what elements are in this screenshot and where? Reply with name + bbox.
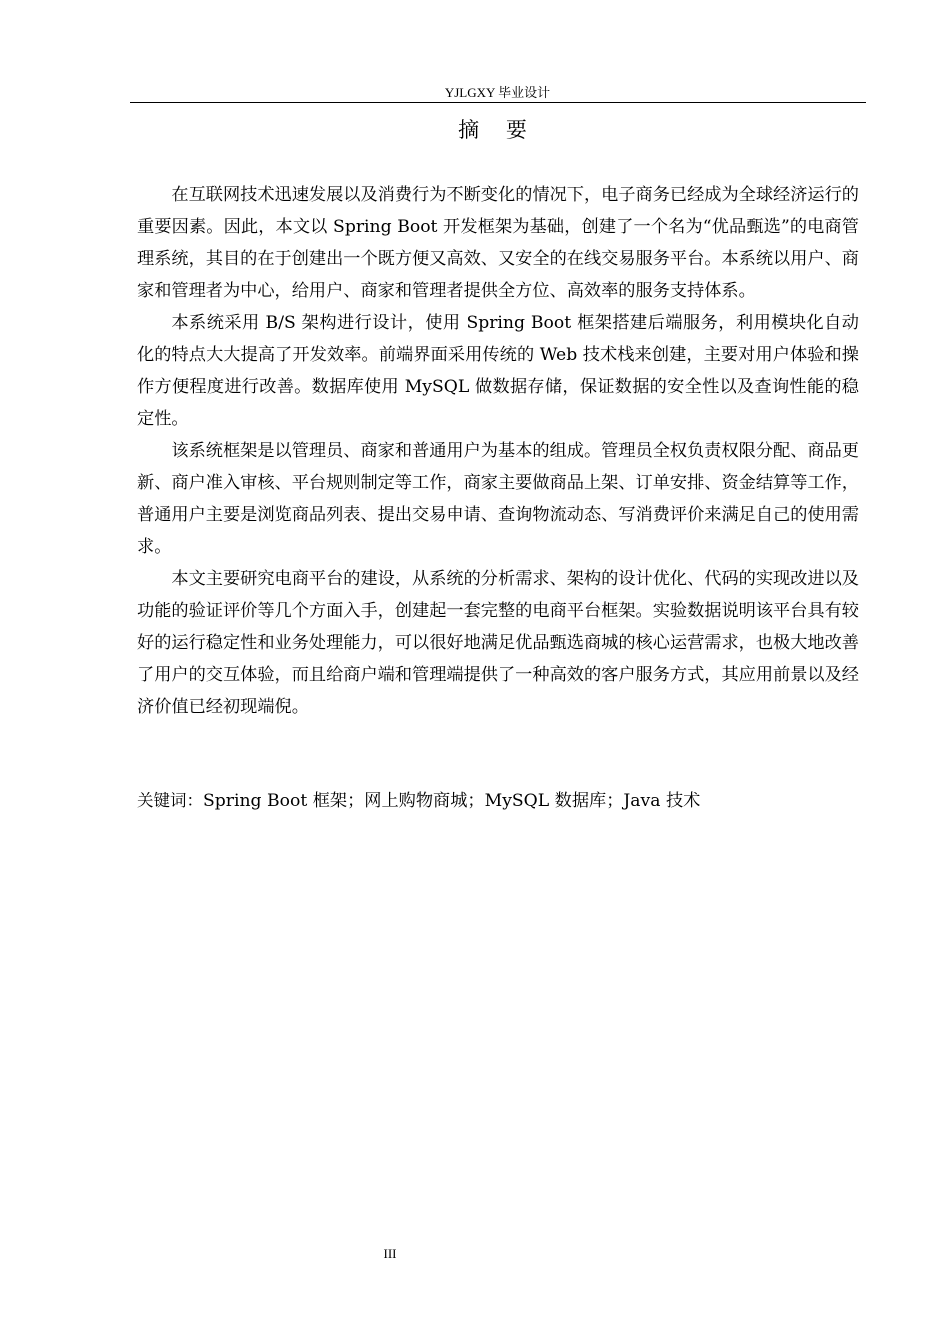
- keywords-line: [137, 785, 859, 817]
- abstract-paragraph-2: 本系统采用 B/S 架构进行设计，使用 Spring Boot 框架搭建后端服务，利用模块化自动化的特点大大提高了开发效率。前端界面采用传统的 Web 技术栈来创建，主要对用户体验和操作方便程度进行改善。数据库使用 MySQL 做数据存储，保证数据的安全性以及查询性能的稳定性。: [137, 313, 859, 429]
- keywords-text: Spring Boot 框架；网上购物商城；MySQL 数据库；Java 技术: [203, 791, 701, 811]
- abstract-body: [137, 179, 859, 723]
- page-number: III: [383, 1246, 397, 1261]
- abstract-title: 摘 要: [458, 118, 537, 142]
- keywords-label: 关键词：: [137, 791, 203, 810]
- abstract-paragraph-3: 该系统框架是以管理员、商家和普通用户为基本的组成。管理员全权负责权限分配、商品更新、商户准入审核、平台规则制定等工作，商家主要做商品上架、订单安排、资金结算等工作，普通用户主要是浏览商品列表、提出交易申请、查询物流动态、写消费评价来满足自己的使用需求。: [137, 441, 859, 557]
- abstract-paragraph-4: 本文主要研究电商平台的建设，从系统的分析需求、架构的设计优化、代码的实现改进以及功能的验证评价等几个方面入手，创建起一套完整的电商平台框架。实验数据说明该平台具有较好的运行稳定性和业务处理能力，可以很好地满足优品甄选商城的核心运营需求，也极大地改善了用户的交互体验，而且给商户端和管理端提供了一种高效的客户服务方式，其应用前景以及经济价值已经初现端倪。: [137, 569, 859, 717]
- abstract-paragraph-1: 在互联网技术迅速发展以及消费行为不断变化的情况下，电子商务已经成为全球经济运行的重要因素。因此，本文以 Spring Boot 开发框架为基础，创建了一个名为“优品甄选”的电商管理系统，其目的在于创建出一个既方便又高效、又安全的在线交易服务平台。本系统以用户、商家和管理者为中心，给用户、商家和管理者提供全方位、高效率的服务支持体系。: [137, 185, 859, 301]
- header-rule: [130, 102, 866, 103]
- page-header: YJLGXY 毕业设计: [444, 85, 551, 100]
